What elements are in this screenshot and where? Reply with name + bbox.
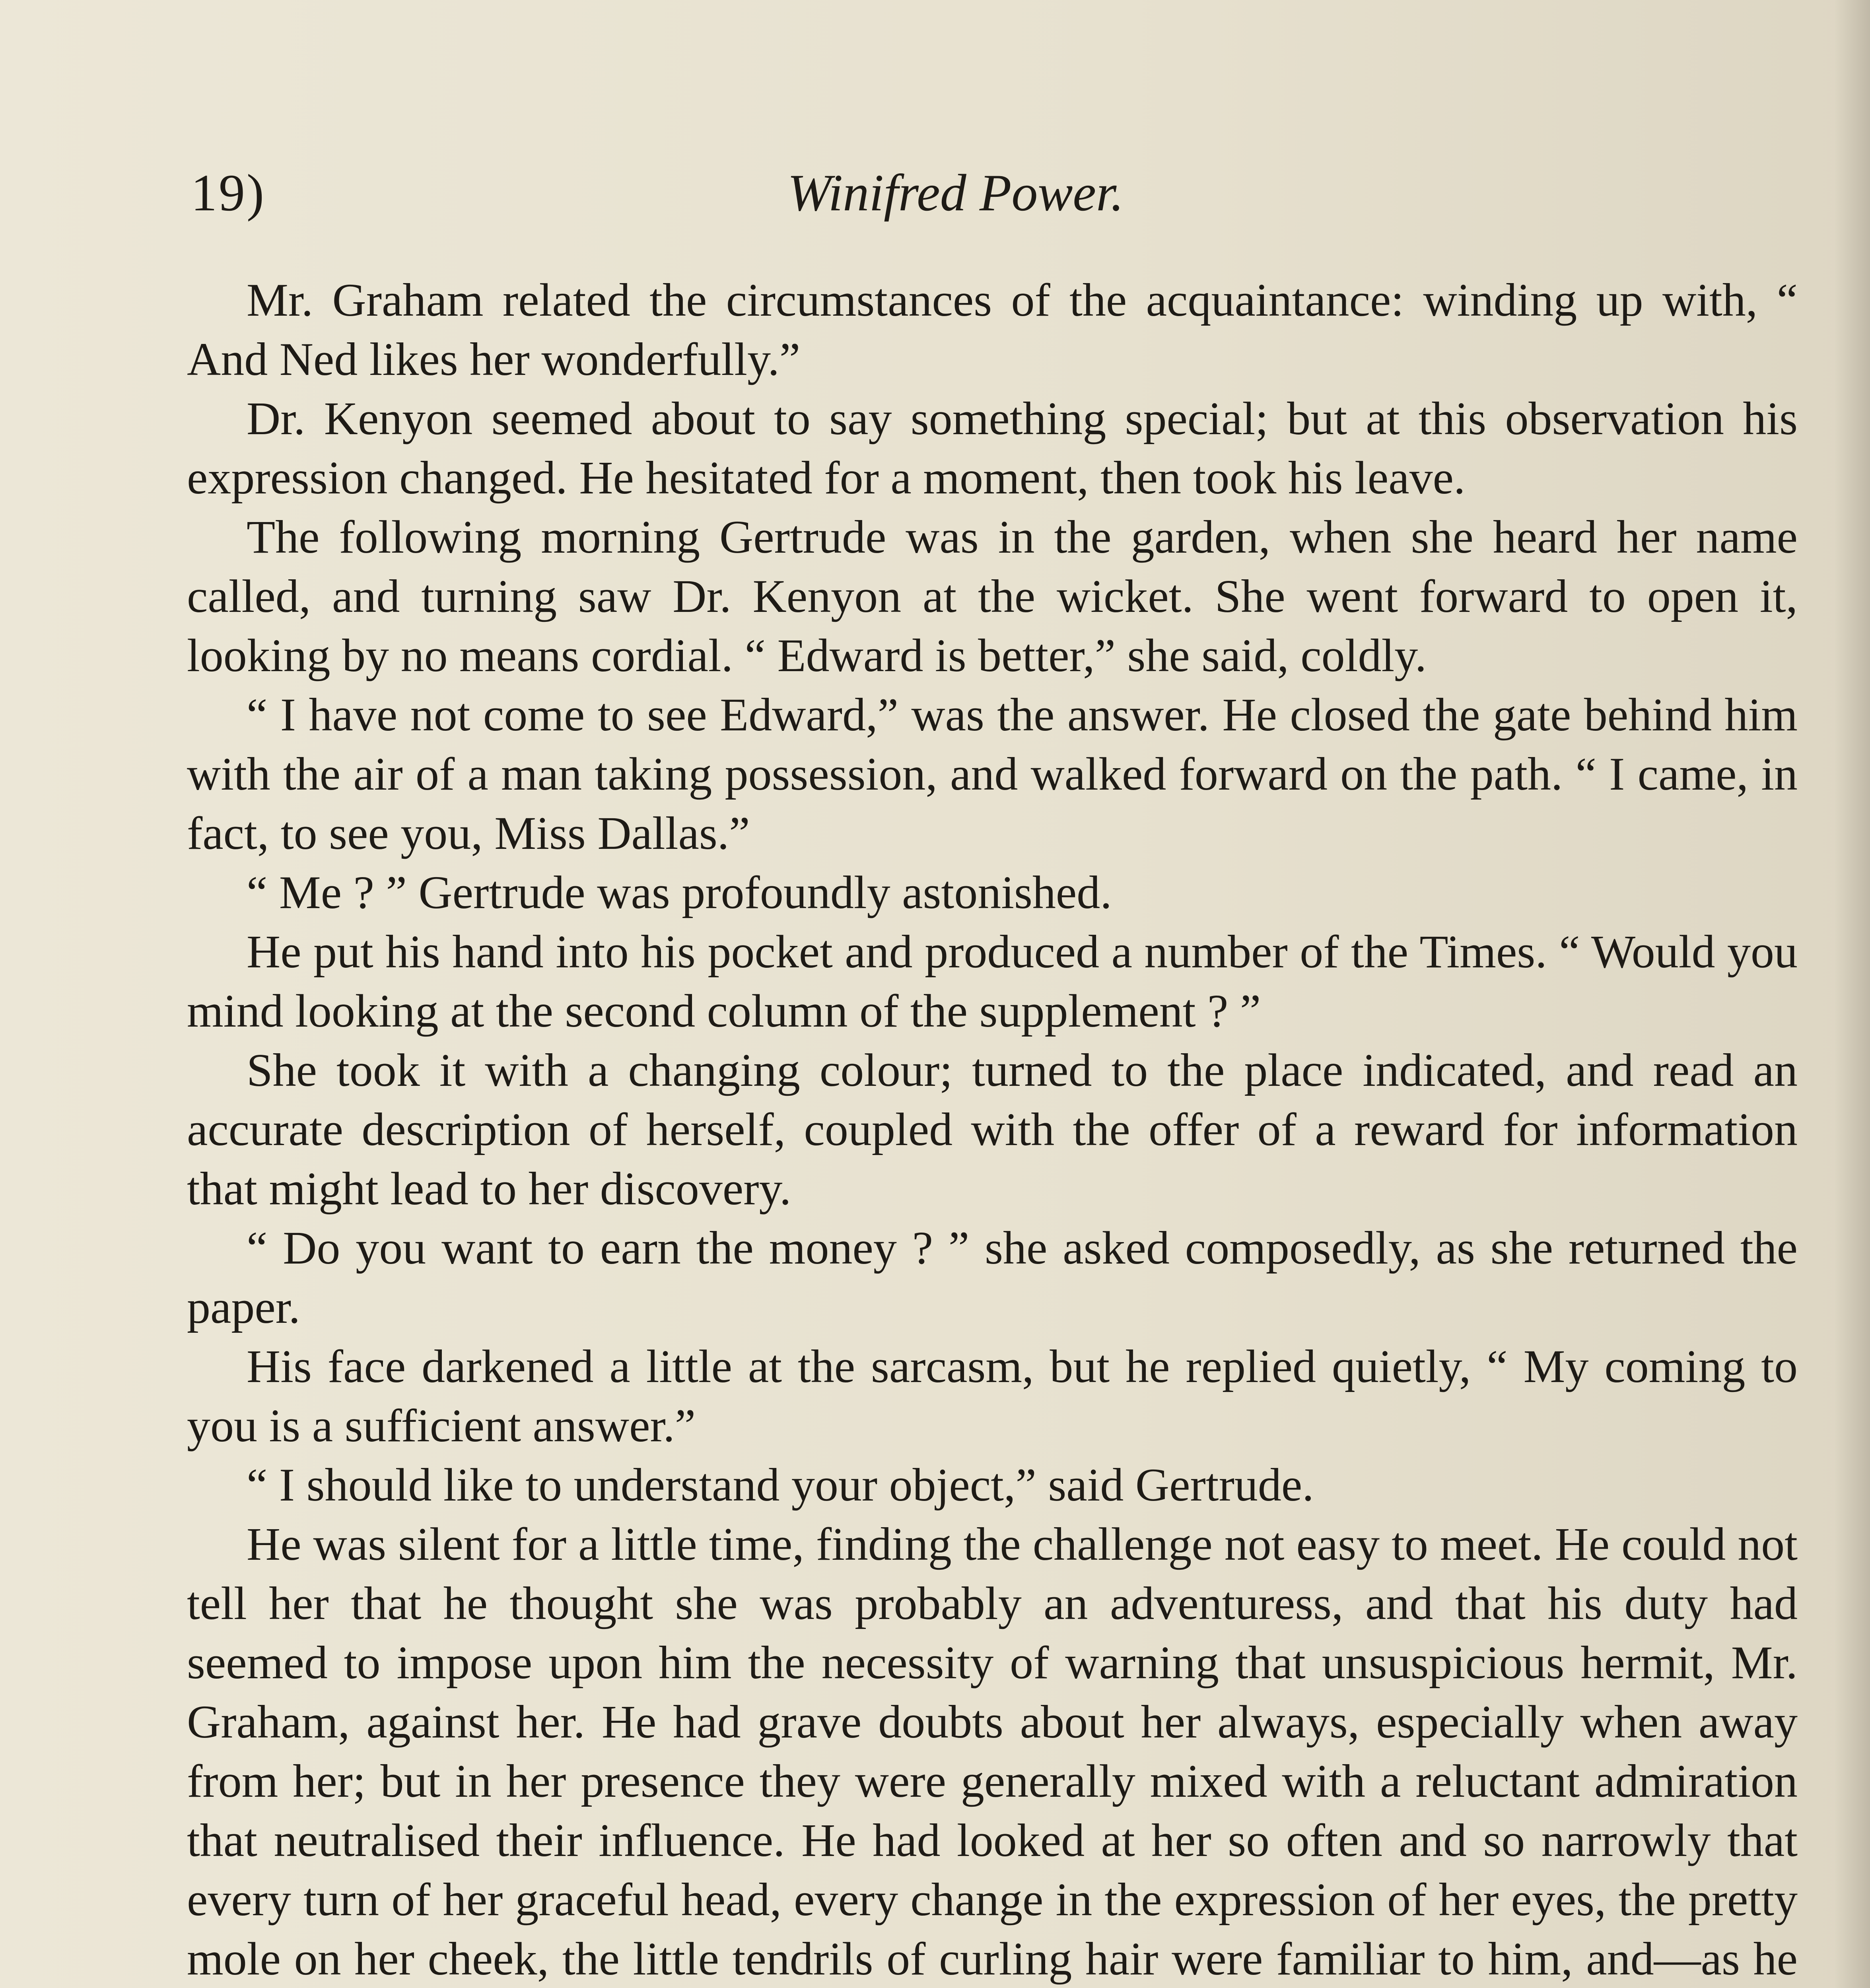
page-header [191, 161, 1802, 225]
paragraph: She took it with a changing colour; turned to the place indicated, and read an accurate description of herself, coupled with the offer of a reward for information that might lead to her discovery. [187, 1044, 1798, 1215]
body-text [187, 270, 1798, 1988]
page-number: 19) [191, 163, 266, 222]
spine-shadow [1834, 0, 1870, 1988]
paragraph: Mr. Graham related the circumstances of the acquaintance: winding up with, “ And Ned likes her wonderfully.” [187, 274, 1798, 385]
paragraph: The following morning Gertrude was in the garden, when she heard her name called, and turning saw Dr. Kenyon at the wicket. She went forward to open it, looking by no means cordial. “ Edward is better,” she said, coldly. [187, 511, 1798, 681]
paragraph: Dr. Kenyon seemed about to say something special; but at this observation his expression changed. He hesitated for a moment, then took his leave. [187, 392, 1798, 504]
running-head-title: Winifred Power. [787, 163, 1124, 222]
paragraph: He put his hand into his pocket and produced a number of the Times. “ Would you mind looking at the second column of the supplement ? ” [187, 926, 1798, 1037]
paragraph: “ Do you want to earn the money ? ” she asked composedly, as she returned the paper. [187, 1222, 1798, 1333]
paragraph: He was silent for a little time, finding the challenge not easy to meet. He could not tell her that he thought she was probably an adventuress, and that his duty had seemed to impose upon him the necessity of warning that unsuspicious hermit, Mr. Graham, against her. He had grave doubts about her always, especially when away from her; but in her presence they were generally mixed with a reluctant admiration that neutralised their influence. He had looked at her so often and so narrowly that every turn of her graceful head, every change in the expression of her eyes, the pretty mole on her cheek, the little tendrils of curling hair were familiar to him, and—as he [187, 1518, 1798, 1985]
paragraph: “ I have not come to see Edward,” was the answer. He closed the gate behind him with the air of a man taking possession, and walked forward on the path. “ I came, in fact, to see you, Miss Dallas.” [187, 689, 1798, 859]
paragraph: “ Me ? ” Gertrude was profoundly astonished. [247, 866, 1112, 918]
paragraph: His face darkened a little at the sarcasm, but he replied quietly, “ My coming to you is a sufficient answer.” [187, 1340, 1798, 1452]
paragraph: “ I should like to understand your object,” said Gertrude. [247, 1459, 1314, 1511]
